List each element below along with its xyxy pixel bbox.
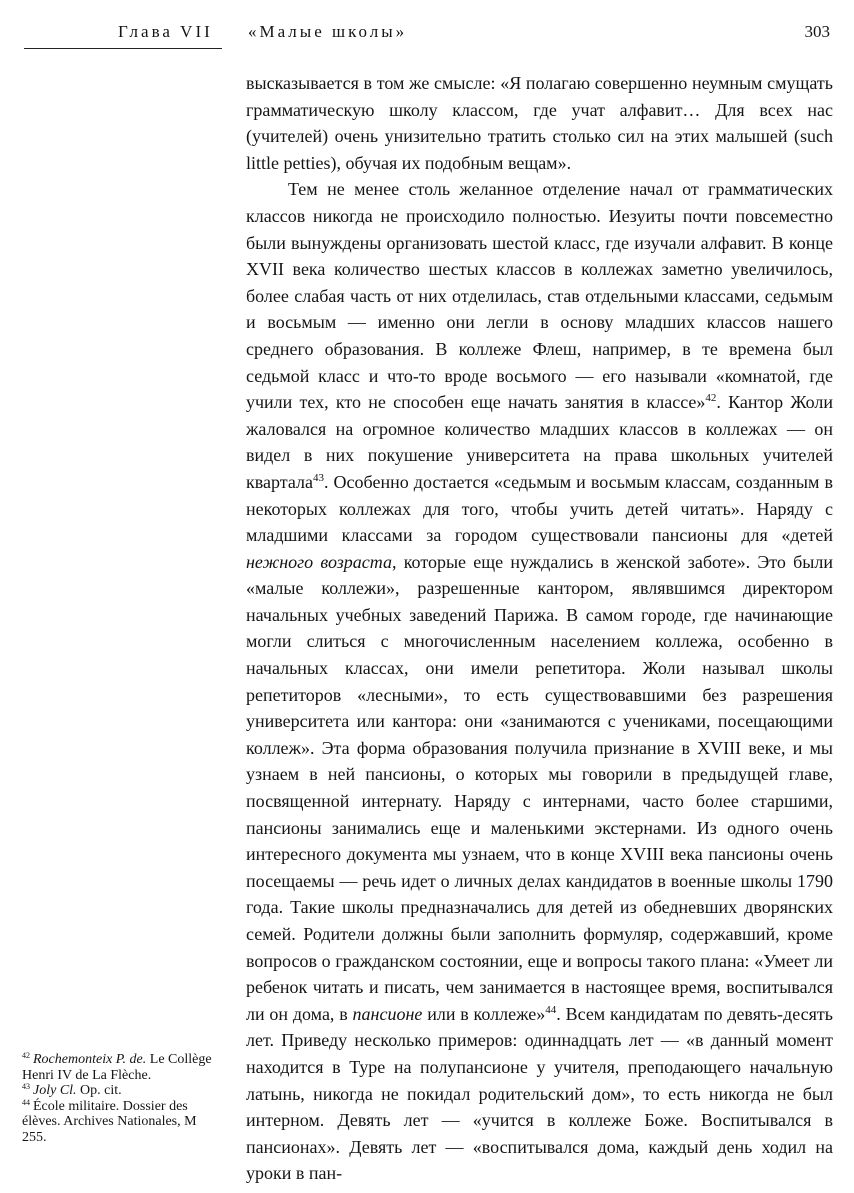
main-text-column [246,70,833,1187]
footnote-text: Op. cit. [76,1083,122,1099]
footnote-text: Le Collège Henri IV de La Flèche. [22,1052,212,1083]
text-segment: Тем не менее столь желанное отделение начал от грамматических классов никогда не происходило полностью. Иезуиты почти повсеместно были вынуждены организовать шестой класс, где изучали алфавит. В конце XVII века количество шестых классов в коллежах заметно увеличилось, более слабая часть от них отделилась, став отдельными классами, седьмым и восьмым — именно они легли в основу младших классов нашего среднего образования. В коллеже Флеш, например, в те времена был седьмой класс и что-то вроде восьмого — его называли «комнатой, где учили тех, кто не способен еще начать занятия в классе» [246,179,833,413]
footnote-author: Rochemonteix P. de. [33,1052,147,1067]
chapter-title: «Малые школы» [248,22,408,41]
paragraph-1: высказывается в том же смысле: «Я полагаю совершенно неумным смущать грамматическую школу классом, где учат алфавит… Для всех нас (учителей) очень унизительно тратить столько сил на этих малышей (such little petties), обучая их подобным вещам». [246,73,833,173]
footnote-44 [22,1099,214,1146]
italic-phrase: пансионе [352,1003,423,1024]
running-header [0,22,854,46]
footnote-number: 43 [22,1082,30,1092]
footnote-number: 44 [22,1097,30,1107]
text-segment: . Всем кандидатам по девять-десять лет. Приведу несколько примеров: одиннадцать лет — «в данный момент находится в Туре на полупансионе у учителя, преподающего начальную латынь, никогда не покидал родительский дом», то есть никогда не был интерном. Девять лет — «учится в коллеже Боже. Воспитывался в пансионах». Девять лет — «воспитывался дома, каждый день ходил на уроки в пан- [246,1003,833,1184]
paragraph-2 [246,176,833,1187]
page-number: 303 [804,22,830,41]
footnotes [22,1052,214,1146]
header-rule [24,48,222,49]
text-segment: . Кантор Жоли жаловался на огромное количество младших классов в коллежах — он видел в них покушение университета на права школьных учителей квартала [246,392,833,492]
footnote-ref-43[interactable]: 43 [312,471,324,484]
footnote-ref-44[interactable]: 44 [545,1003,557,1016]
footnote-text: École militaire. Dossier des élèves. Archives Nationales, M 255. [22,1098,197,1145]
footnote-ref-42[interactable]: 42 [705,392,717,405]
italic-phrase: нежного возраста [246,551,392,572]
footnote-43 [22,1083,214,1099]
text-segment: . Особенно достается «седьмым и восьмым классам, созданным в некоторых коллежах для того, чтобы учить детей читать». Наряду с младшими классами за городом существовали пансионы для «детей [246,471,833,546]
text-segment: , которые еще нуждались в женской заботе». Это были «малые коллежи», разрешенные кантором, являвшимся директором начальных учебных заведений Парижа. В самом городе, где начинающие могли слиться с многочисленным населением коллежа, особенно в начальных классах, они имели репетитора. Жоли называл школы репетиторов «лесными», то есть существовавшими без разрешения университета или кантора: они «занимаются с учениками, посещающими коллеж». Эта форма образования получила признание в XVIII веке, и мы узнаем в ней пансионы, о которых мы говорили в предыдущей главе, посвященной интернату. Наряду с интернами, часто более старшими, пансионы занимались еще и маленькими экстернами. Из одного очень интересного документа мы узнаем, что в конце XVIII века пансионы очень посещаемы — речь идет о личных делах кандидатов в военные школы 1790 года. Такие школы предназначались для детей из обедневших дворянских семей. Родители должны были заполнить формуляр, содержавший, кроме вопросов о гражданском состоянии, еще и вопросы такого плана: «Умеет ли ребенок читать и писать, чем занимается в настоящее время, воспитывался ли он дома, в [246,551,833,1024]
footnote-42 [22,1052,214,1083]
footnote-number: 42 [22,1051,30,1060]
footnote-author: Joly Cl. [33,1083,77,1099]
chapter-label: Глава VII [118,22,213,41]
text-segment: или в коллеже» [422,1003,546,1024]
